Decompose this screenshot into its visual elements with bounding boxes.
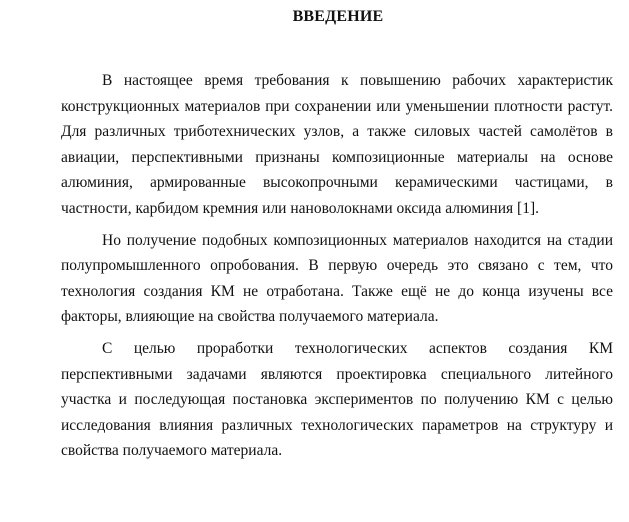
document-body [61, 68, 613, 464]
paragraph-3: С целью проработки технологических аспектов создания КМ перспективными задачами являются проектировка специального литейного участка и последующая постановка экспериментов по получению КМ с целью исследования влияния различных технологических параметров на структуру и свойства получаемого материала. [61, 339, 613, 460]
paragraph-2: Но получение подобных композиционных материалов находится на стадии полупромышленного опробования. В первую очередь это связано с тем, что технология создания КМ не отработана. Также ещё не до конца изучены все факторы, влияющие на свойства получаемого материала. [61, 231, 613, 326]
paragraph-1: В настоящее время требования к повышению рабочих характеристик конструкционных материалов при сохранении или уменьшении плотности растут. Для различных триботехнических узлов, а также силовых частей самолётов в авиации, перспективными признаны композиционные материалы на основе алюминия, армированные высокопрочными керамическими частицами, в частности, карбидом кремния или нановолокнами оксида алюминия [1]. [61, 72, 613, 217]
document-title: ВВЕДЕНИЕ [292, 8, 384, 25]
